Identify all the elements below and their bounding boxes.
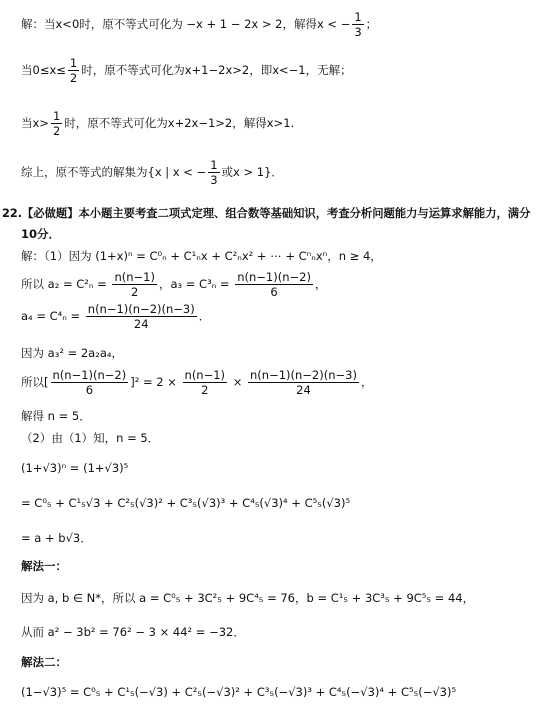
fraction	[235, 270, 313, 299]
method1-line2: 从而 a² − 3b² = 76² − 3 × 44² = −32．	[21, 625, 245, 639]
part1-line2	[21, 270, 326, 299]
method1-heading: 解法一：	[21, 559, 67, 573]
fraction	[208, 158, 219, 187]
fraction	[68, 56, 79, 85]
text: ；	[365, 17, 378, 31]
solution-line-case1	[21, 10, 377, 39]
part2-line1: （2）由（1）知，n = 5．	[21, 431, 160, 445]
text: ，	[360, 375, 373, 389]
text: 当x>	[21, 116, 49, 130]
numerator: n(n−1)	[184, 368, 226, 382]
numerator: n(n−1)(n−2)	[52, 368, 127, 382]
part1-line1: 解：（1）因为 (1+x)ⁿ = C⁰ₙ + C¹ₙx + C²ₙx² + ⋯ + Cⁿₙxⁿ，n ≥ 4，	[21, 249, 382, 263]
text: ×	[229, 375, 246, 389]
numerator: 1	[69, 56, 78, 70]
part1-line5	[21, 368, 372, 397]
text: 时，原不等式可化为x+1−2x>2，即x<−1，无解；	[81, 63, 352, 77]
question-22-score: 10分．	[21, 227, 61, 241]
numerator: 1	[354, 10, 362, 24]
text: 当0≤x≤	[21, 63, 66, 77]
text: ，a₃ = C³ₙ =	[158, 277, 234, 291]
denominator: 3	[354, 25, 362, 39]
denominator: 2	[201, 383, 209, 397]
denominator: 2	[69, 71, 78, 85]
denominator: 3	[210, 173, 218, 187]
part1-line3	[21, 302, 210, 331]
text: ．	[198, 309, 211, 323]
part1-result: 解得 n = 5．	[21, 409, 91, 423]
part2-line3: = C⁰₅ + C¹₅√3 + C²₅(√3)² + C³₅(√3)³ + C⁴₅(√3)⁴ + C⁵₅(√3)⁵	[21, 496, 351, 510]
denominator: 6	[85, 383, 94, 397]
text: ，	[314, 277, 327, 291]
numerator: n(n−1)(n−2)(n−3)	[87, 302, 195, 316]
part1-line4: 因为 a₃² = 2a₂a₄，	[21, 346, 124, 360]
part2-line4: = a + b√3．	[21, 531, 92, 545]
numerator: n(n−1)(n−2)(n−3)	[250, 368, 357, 382]
fraction	[352, 10, 363, 39]
text: 所以 a₂ = C²ₙ =	[21, 277, 111, 291]
denominator: 6	[270, 285, 278, 299]
solution-line-case3	[21, 109, 294, 138]
fraction	[183, 368, 228, 397]
numerator: 1	[52, 109, 61, 123]
method2-line1: (1−√3)⁵ = C⁰₅ + C¹₅(−√3) + C²₅(−√3)² + C³₅(−√3)³ + C⁴₅(−√3)⁴ + C⁵₅(−√3)⁵	[21, 685, 457, 699]
text: 时，原不等式可化为x+2x−1>2，解得x>1.	[64, 116, 295, 130]
denominator: 24	[296, 383, 311, 397]
text: 所以[	[21, 375, 49, 389]
method1-line1: 因为 a, b ∈ N*，所以 a = C⁰₅ + 3C²₅ + 9C⁴₅ = 76，b = C¹₅ + 3C³₅ + 9C⁵₅ = 44，	[21, 591, 475, 605]
text: a₄ = C⁴ₙ =	[21, 309, 84, 323]
denominator: 24	[133, 317, 149, 331]
denominator: 2	[131, 285, 139, 299]
fraction	[112, 270, 157, 299]
denominator: 2	[52, 124, 61, 138]
fraction	[51, 109, 62, 138]
question-22-heading: 22.【必做题】本小题主要考查二项式定理、组合数等基础知识，考查分析问题能力与运算求解能力，满分	[2, 207, 531, 220]
text: 或x > 1}．	[221, 165, 283, 179]
fraction	[86, 302, 197, 331]
numerator: n(n−1)	[114, 270, 155, 284]
text: ]² = 2 ×	[130, 375, 181, 389]
text: 解：当x<0时，原不等式可化为 −x + 1 − 2x > 2，解得x < −	[21, 17, 351, 31]
numerator: n(n−1)(n−2)	[237, 270, 311, 284]
numerator: 1	[210, 158, 218, 172]
fraction	[51, 368, 129, 397]
method2-heading: 解法二：	[21, 655, 67, 669]
fraction	[248, 368, 359, 397]
text: 综上，原不等式的解集为{x | x < −	[21, 165, 207, 179]
solution-line-case2	[21, 56, 352, 85]
solution-summary	[21, 158, 283, 187]
part2-line2: (1+√3)ⁿ = (1+√3)⁵	[21, 461, 129, 475]
